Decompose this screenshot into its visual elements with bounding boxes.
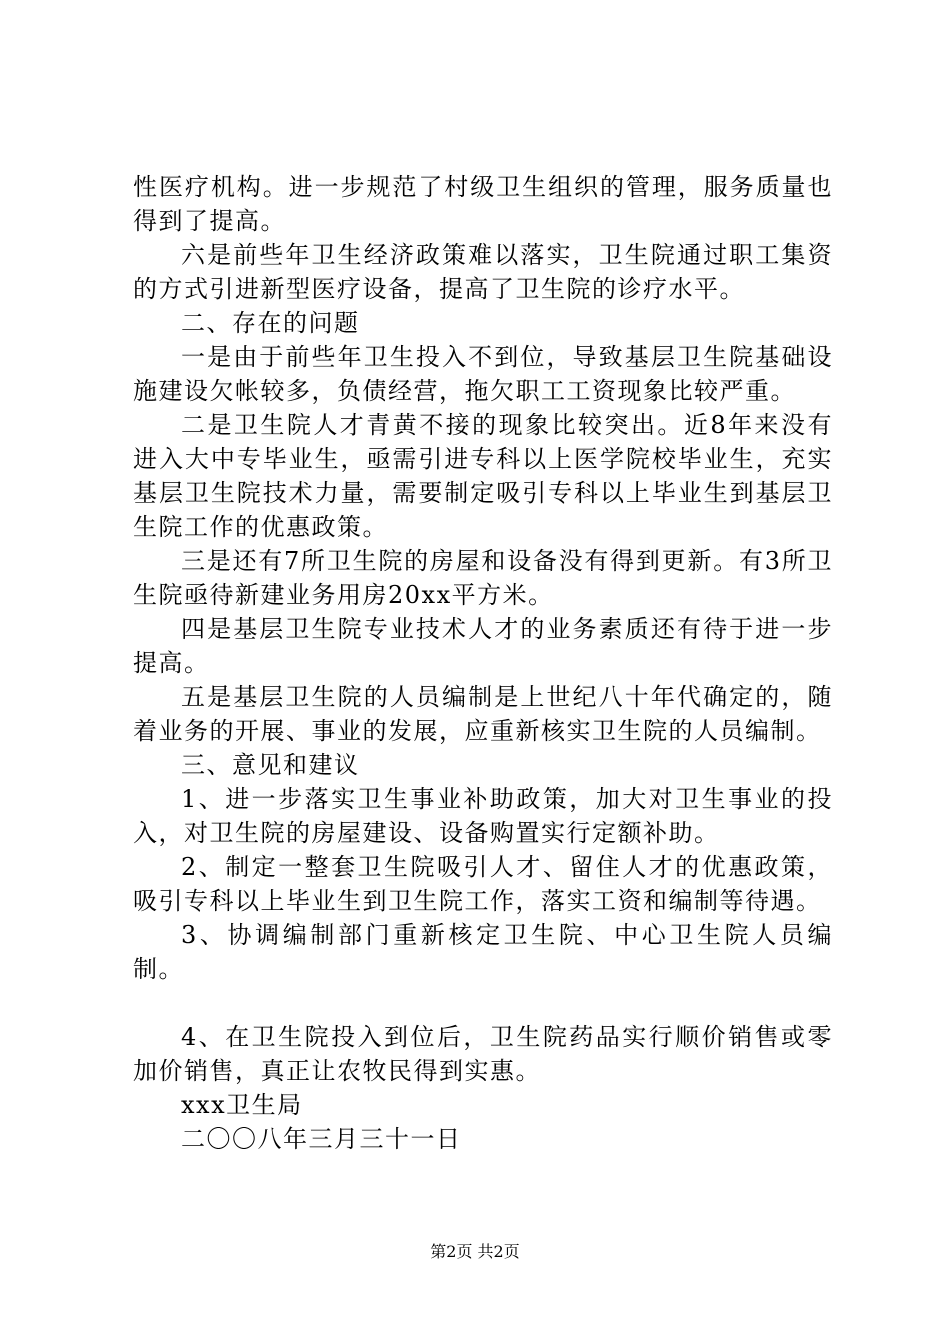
section-heading-problems: 二、存在的问题 xyxy=(181,309,360,337)
signature-date: 二〇〇八年三月三十一日 xyxy=(181,1125,462,1153)
paragraph-item-six: 六是前些年卫生经济政策难以落实，卫生院通过职工集资的方式引进新型医疗设备，提高了卫生院的诊疗水平。 xyxy=(133,241,833,303)
page-number-footer: 第2页 共2页 xyxy=(430,1242,520,1261)
paragraph-suggestion-2: 2、制定一整套卫生院吸引人才、留住人才的优惠政策，吸引专科以上毕业生到卫生院工作，落实工资和编制等待遇。 xyxy=(133,853,833,915)
paragraph-spacer xyxy=(133,986,833,1020)
paragraph-problem-five: 五是基层卫生院的人员编制是上世纪八十年代确定的，随着业务的开展、事业的发展，应重新核实卫生院的人员编制。 xyxy=(133,683,833,745)
document-body xyxy=(133,170,833,1156)
paragraph-suggestion-3: 3、协调编制部门重新核定卫生院、中心卫生院人员编制。 xyxy=(133,921,833,983)
section-heading-suggestions: 三、意见和建议 xyxy=(181,751,360,779)
paragraph-problem-four: 四是基层卫生院专业技术人才的业务素质还有待于进一步提高。 xyxy=(133,615,833,677)
paragraph-suggestion-1: 1、进一步落实卫生事业补助政策，加大对卫生事业的投入，对卫生院的房屋建设、设备购置实行定额补助。 xyxy=(133,785,833,847)
signature-organization: xxx卫生局 xyxy=(181,1091,303,1119)
paragraph-problem-three: 三是还有7所卫生院的房屋和设备没有得到更新。有3所卫生院亟待新建业务用房20xx平方米。 xyxy=(133,547,833,609)
paragraph-continuation: 性医疗机构。进一步规范了村级卫生组织的管理，服务质量也得到了提高。 xyxy=(133,173,833,235)
paragraph-problem-one: 一是由于前些年卫生投入不到位，导致基层卫生院基础设施建设欠帐较多，负债经营，拖欠职工工资现象比较严重。 xyxy=(133,343,833,405)
paragraph-suggestion-4: 4、在卫生院投入到位后，卫生院药品实行顺价销售或零加价销售，真正让农牧民得到实惠。 xyxy=(133,1023,833,1085)
paragraph-problem-two: 二是卫生院人才青黄不接的现象比较突出。近8年来没有进入大中专毕业生，亟需引进专科以上医学院校毕业生，充实基层卫生院技术力量，需要制定吸引专科以上毕业生到基层卫生院工作的优惠政策。 xyxy=(133,411,833,541)
